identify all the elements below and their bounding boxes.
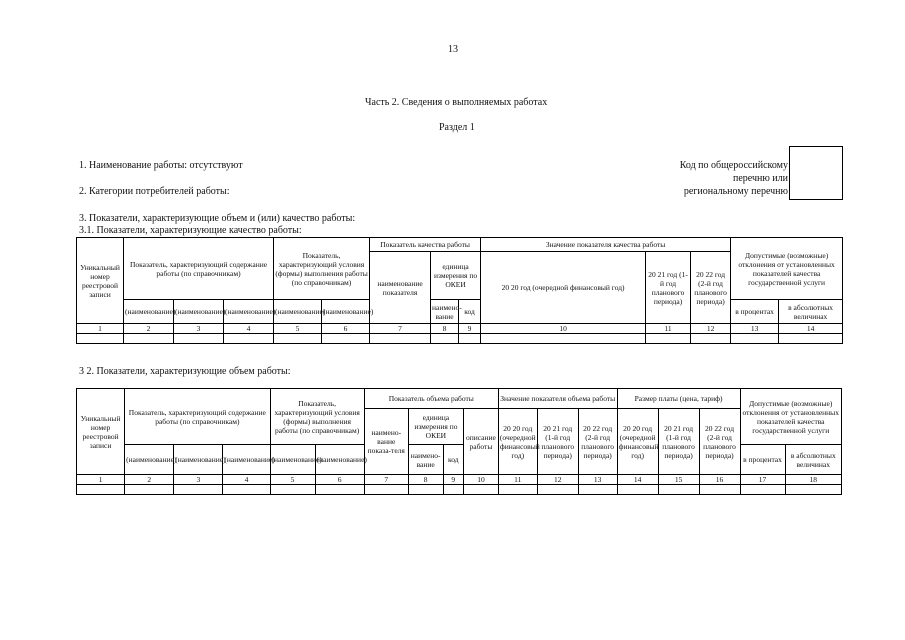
col-unit-name: наимено-вание <box>408 445 443 475</box>
col-num: 7 <box>370 324 431 334</box>
col-naim-1: (наименование) <box>125 445 174 475</box>
col-num: 8 <box>431 324 459 334</box>
col-num: 5 <box>270 475 315 485</box>
item-indicators: 3. Показатели, характеризующие объем и (или) качество работы: <box>79 213 356 224</box>
col-num: 6 <box>322 324 370 334</box>
col-unit-okei: единица измерения по ОКЕИ <box>408 409 463 445</box>
col-fee-plan1: 20 21 год (1-й год планового периода) <box>658 409 699 475</box>
col-quality-indicator: Показатель качества работы <box>370 238 481 252</box>
item-work-name: 1. Наименование работы: отсутствуют <box>79 160 243 171</box>
col-work-content: Показатель, характеризующий содержание работы (по справочникам) <box>124 238 274 300</box>
code-label-line2: перечню или <box>732 173 788 184</box>
col-fee-current: 20 20 год (очередной финансовый год) <box>617 409 658 475</box>
col-dev-absolute: в абсолютных величинах <box>779 300 843 324</box>
item-consumer-categories: 2. Категории потребителей работы: <box>79 186 230 197</box>
col-unit-okei: единица измерения по ОКЕИ <box>431 252 481 300</box>
col-year-current: 20 20 год (очередной финансовый год) <box>498 409 537 475</box>
col-unit-name: наимено-вание <box>431 300 459 324</box>
col-num: 9 <box>443 475 463 485</box>
col-num: 7 <box>364 475 408 485</box>
col-num: 14 <box>779 324 843 334</box>
col-year-plan1: 20 21 год (1-й год планового периода) <box>537 409 578 475</box>
col-naim-4: (наименование) <box>274 300 322 324</box>
col-num: 14 <box>617 475 658 485</box>
col-work-conditions: Показатель, характеризующий условия (формы) выполнения работы (по справочникам) <box>274 238 370 300</box>
col-dev-percent: в процентах <box>740 445 785 475</box>
col-unique-number: Уникальный номер реестровой записи <box>77 389 125 475</box>
col-fee: Размер платы (цена, тариф) <box>617 389 740 409</box>
col-unit-code: код <box>459 300 481 324</box>
col-num: 4 <box>224 324 274 334</box>
col-naim-1: (наименование) <box>124 300 174 324</box>
col-num: 13 <box>731 324 779 334</box>
col-num: 3 <box>174 475 223 485</box>
col-deviation: Допустимые (возможные) отклонения от установленных показателей качества государственной услуги <box>740 389 842 445</box>
col-num: 6 <box>315 475 364 485</box>
col-num: 13 <box>578 475 617 485</box>
col-work-description: описание работы <box>464 409 499 475</box>
quality-table <box>76 237 843 344</box>
section-title: Раздел 1 <box>439 122 475 133</box>
col-naim-2: (наименование) <box>174 300 224 324</box>
col-num: 15 <box>658 475 699 485</box>
page-number: 13 <box>448 44 458 55</box>
col-num: 18 <box>785 475 841 485</box>
col-num: 8 <box>408 475 443 485</box>
col-unit-code: код <box>443 445 463 475</box>
col-num: 4 <box>223 475 270 485</box>
col-naim-4: (наименование) <box>270 445 315 475</box>
col-unique-number: Уникальный номер реестровой записи <box>77 238 124 324</box>
code-label-line3: региональному перечню <box>683 186 788 197</box>
col-dev-absolute: в абсолютных величинах <box>785 445 841 475</box>
col-num: 10 <box>481 324 646 334</box>
col-num: 5 <box>274 324 322 334</box>
col-naim-2: (наименование) <box>174 445 223 475</box>
col-volume-indicator: Показатель объема работы <box>364 389 498 409</box>
col-num: 3 <box>174 324 224 334</box>
col-num: 11 <box>646 324 691 334</box>
col-work-conditions: Показатель, характеризующий условия (формы) выполнения работы (по справочникам) <box>270 389 364 445</box>
volume-table <box>76 388 842 495</box>
col-naim-3: (наименование) <box>223 445 270 475</box>
item-quality-heading: 3.1. Показатели, характеризующие качество работы: <box>79 225 302 236</box>
col-indicator-name: наименование показателя <box>370 252 431 324</box>
col-num: 12 <box>691 324 731 334</box>
table-row-empty <box>77 485 842 495</box>
col-quality-value: Значение показателя качества работы <box>481 238 731 252</box>
col-indicator-name: наимено-вание показа-теля <box>364 409 408 475</box>
col-num: 16 <box>699 475 740 485</box>
code-label-line1: Код по общероссийскому <box>679 160 788 171</box>
col-num: 2 <box>124 324 174 334</box>
column-number-row <box>77 475 842 485</box>
col-num: 10 <box>464 475 499 485</box>
part-title: Часть 2. Сведения о выполняемых работах <box>365 97 548 108</box>
col-deviation: Допустимые (возможные) отклонения от установленных показателей качества государственной услуги <box>731 238 843 300</box>
col-num: 2 <box>125 475 174 485</box>
col-volume-value: Значение показателя объема работы <box>498 389 617 409</box>
col-naim-3: (наименование) <box>224 300 274 324</box>
col-year-plan2: 20 22 год (2-й год планового периода) <box>691 252 731 324</box>
col-num: 17 <box>740 475 785 485</box>
col-work-content: Показатель, характеризующий содержание работы (по справочникам) <box>125 389 270 445</box>
col-dev-percent: в процентах <box>731 300 779 324</box>
item-volume-heading: 3 2. Показатели, характеризующие объем работы: <box>79 366 291 377</box>
col-num: 12 <box>537 475 578 485</box>
col-fee-plan2: 20 22 год (2-й год планового периода) <box>699 409 740 475</box>
col-year-plan1: 20 21 год (1-й год планового периода) <box>646 252 691 324</box>
column-number-row <box>77 324 843 334</box>
col-year-plan2: 20 22 год (2-й год планового периода) <box>578 409 617 475</box>
col-num: 9 <box>459 324 481 334</box>
col-num: 1 <box>77 475 125 485</box>
col-naim-5: (наименование) <box>322 300 370 324</box>
col-year-current: 20 20 год (очередной финансовый год) <box>481 252 646 324</box>
table-row-empty <box>77 334 843 344</box>
col-naim-5: (наименование) <box>315 445 364 475</box>
registry-code-box <box>789 146 843 200</box>
col-num: 11 <box>498 475 537 485</box>
col-num: 1 <box>77 324 124 334</box>
